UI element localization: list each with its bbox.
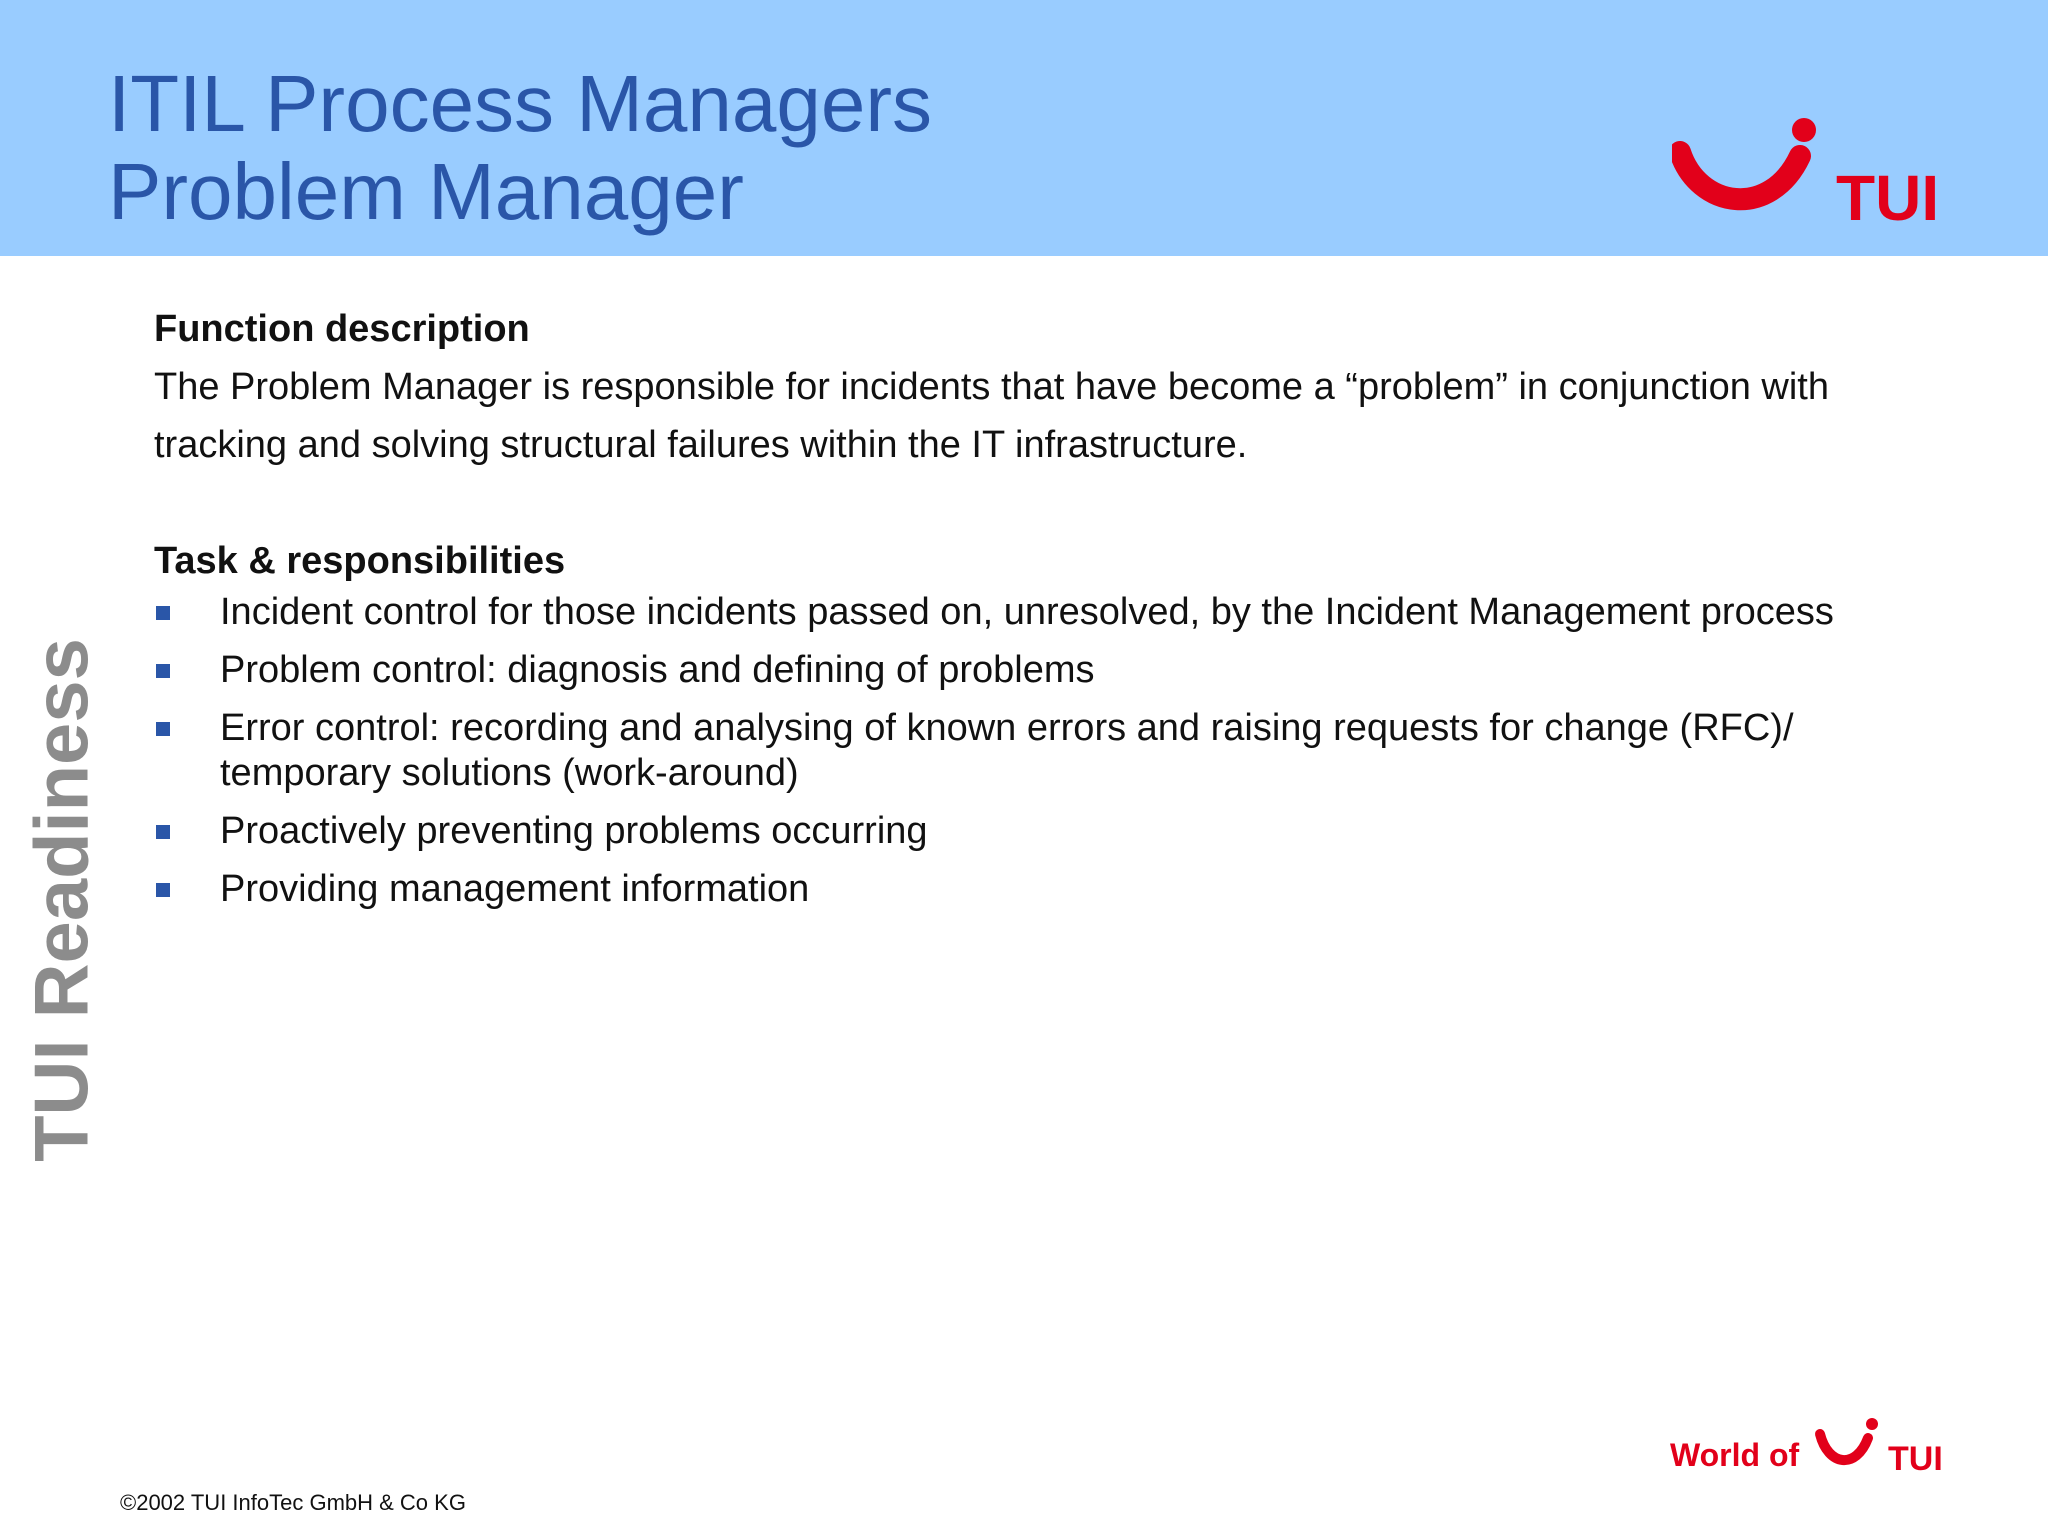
list-item-text: Incident control for those incidents passed on, unresolved, by the Incident Management process: [220, 591, 1834, 633]
tui-smile-icon: [1680, 152, 1800, 199]
list-item-text: Problem control: diagnosis and defining of problems: [220, 649, 1095, 691]
list-item: [154, 867, 1934, 912]
list-item-text: Proactively preventing problems occurring: [220, 810, 928, 852]
copyright: ©2002 TUI InfoTec GmbH & Co KG: [120, 1490, 466, 1515]
slide-content: [154, 300, 1934, 925]
page-title: [108, 60, 932, 236]
tui-logo-text: TUI: [1836, 162, 1940, 232]
tasks-heading: Task & responsibilities: [154, 540, 566, 582]
footer-logo-text: TUI: [1888, 1440, 1943, 1478]
list-item-text: Providing management information: [220, 868, 810, 910]
tui-dot-icon: [1866, 1418, 1878, 1430]
list-item: [154, 809, 1934, 854]
tui-smile-icon: [1820, 1434, 1868, 1460]
function-text: The Problem Manager is responsible for incidents that have become a “problem” in conjunction with tracking and solving structural failures within the IT infrastructure.: [154, 366, 1829, 466]
tui-dot-icon: [1792, 118, 1816, 142]
list-item: [154, 590, 1934, 635]
function-heading: Function description: [154, 308, 530, 350]
list-item-text: Error control: recording and analysing of known errors and raising requests for change (RFC)/ temporary solutions (work-around): [220, 707, 1794, 794]
list-item: [154, 706, 1934, 796]
square-bullet-icon: [156, 664, 170, 678]
task-list: [154, 590, 1934, 912]
square-bullet-icon: [156, 722, 170, 736]
side-label: TUI Readiness: [19, 638, 105, 1162]
square-bullet-icon: [156, 883, 170, 897]
list-item: [154, 648, 1934, 693]
tui-logo: [1672, 116, 1948, 232]
title-line-1: ITIL Process Managers: [108, 59, 933, 148]
title-line-2: Problem Manager: [108, 147, 744, 236]
square-bullet-icon: [156, 825, 170, 839]
world-of-tui-logo: [1670, 1414, 1950, 1478]
world-of-text: World of: [1670, 1437, 1800, 1473]
square-bullet-icon: [156, 606, 170, 620]
